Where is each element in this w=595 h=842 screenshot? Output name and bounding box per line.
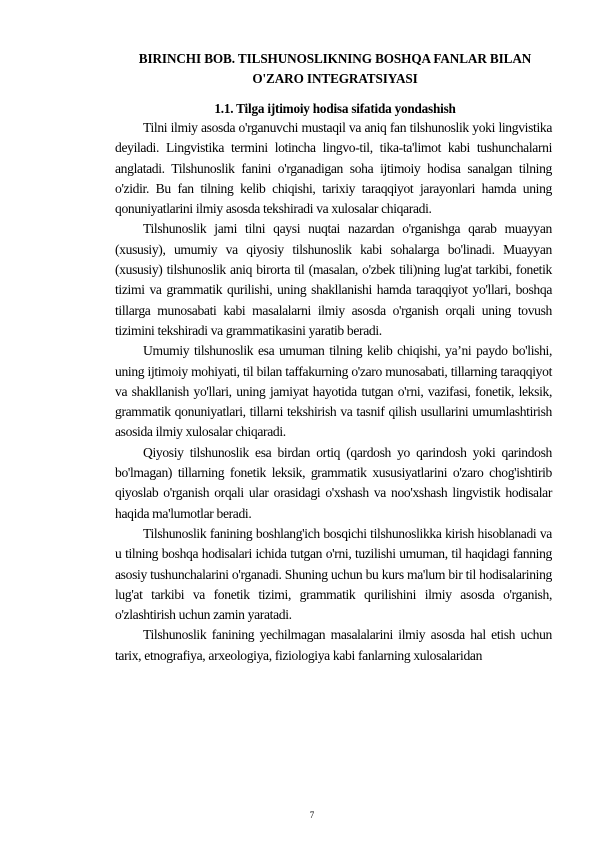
section-title: 1.1. Tilga ijtimoiy hodisa sifatida yondashish [214,101,456,116]
chapter-title: BIRINCHI BOB. TILSHUNOSLIKNING BOSHQA FANLAR BILAN O'ZARO INTEGRATSIYASI [138,51,532,86]
paragraph: Qiyosiy tilshunoslik esa birdan ortiq (qardosh yo qarindosh yoki qarindosh bo'lmagan) tillarning fonetik leksik, grammatik xususiyatlarini o'zaro chog'ishtirib qiyoslab o'rganish orqali ular orasidagi o'xshash va noo'xshash lingvistik hodisalar haqida ma'lumotlar beradi. [115,444,552,521]
paragraph: Tilni ilmiy asosda o'rganuvchi mustaqil va aniq fan tilshunoslik yoki lingvistika deyiladi. Lingvistika termini lotincha lingvo-til, tika-ta'limot kabi tushunchalarni anglatadi. Tilshunoslik fanini o'rganadigan soha ijtimoiy hodisa sanalgan tilning o'zidir. Bu fan tilning kelib chiqishi, tarixiy taraqqiyot jarayonlari hamda uning qonuniyatlarini ilmiy asosda tekshiradi va xulosalar chiqaradi. [115,120,552,217]
paragraph: Tilshunoslik jami tilni qaysi nuqtai nazardan o'rganishga qarab muayyan (xususiy), umumiy va qiyosiy tilshunoslik kabi sohalarga bo'linadi. Muayyan (xususiy) tilshunoslik aniq birorta til (masalan, o'zbek tili)ning lug'at tarkibi, fonetik tizimi va grammatik qurilishi, uning shakllanishi hamda taraqqiyot yo'llari, boshqa tillarga munosabati kabi masalalarni ilmiy asosda o'rganish orqali uning tovush tizimini tekshiradi va grammatikasini yaratib beradi. [115,221,552,338]
page-number: 7 [309,810,315,820]
paragraph: Tilshunoslik fanining boshlang'ich bosqichi tilshunoslikka kirish hisoblanadi va u tilning boshqa hodisalari ichida tutgan o'rni, tuzilishi umuman, til haqidagi fanning asosiy tushunchalarini o'rganadi. Shuning uchun bu kurs ma'lum bir til hodisalarining lug'at tarkibi va fonetik tizimi, grammatik qurilishini ilmiy asosda o'rganish, o'zlashtirish uchun zamin yaratadi. [115,525,552,623]
paragraph: Tilshunoslik fanining yechilmagan masalalarini ilmiy asosda hal etish uchun tarix, etnografiya, arxeologiya, fiziologiya kabi fanlarning xulosalaridan [115,627,552,663]
paragraph: Umumiy tilshunoslik esa umuman tilning kelib chiqishi, ya’ni paydo bo'lishi, uning ijtimoiy mohiyati, til bilan taffakurning o'zaro munosabati, tillarning taraqqiyot va shakllanish yo'llari, uning jamiyat hayotida tutgan o'rni, vazifasi, fonetik, leksik, grammatik qonuniyatlari, tillarni tekshirish va tasnif qilish usullarini umumlashtirish asosida ilmiy xulosalar chiqaradi. [115,343,552,440]
body-text [115,118,552,666]
